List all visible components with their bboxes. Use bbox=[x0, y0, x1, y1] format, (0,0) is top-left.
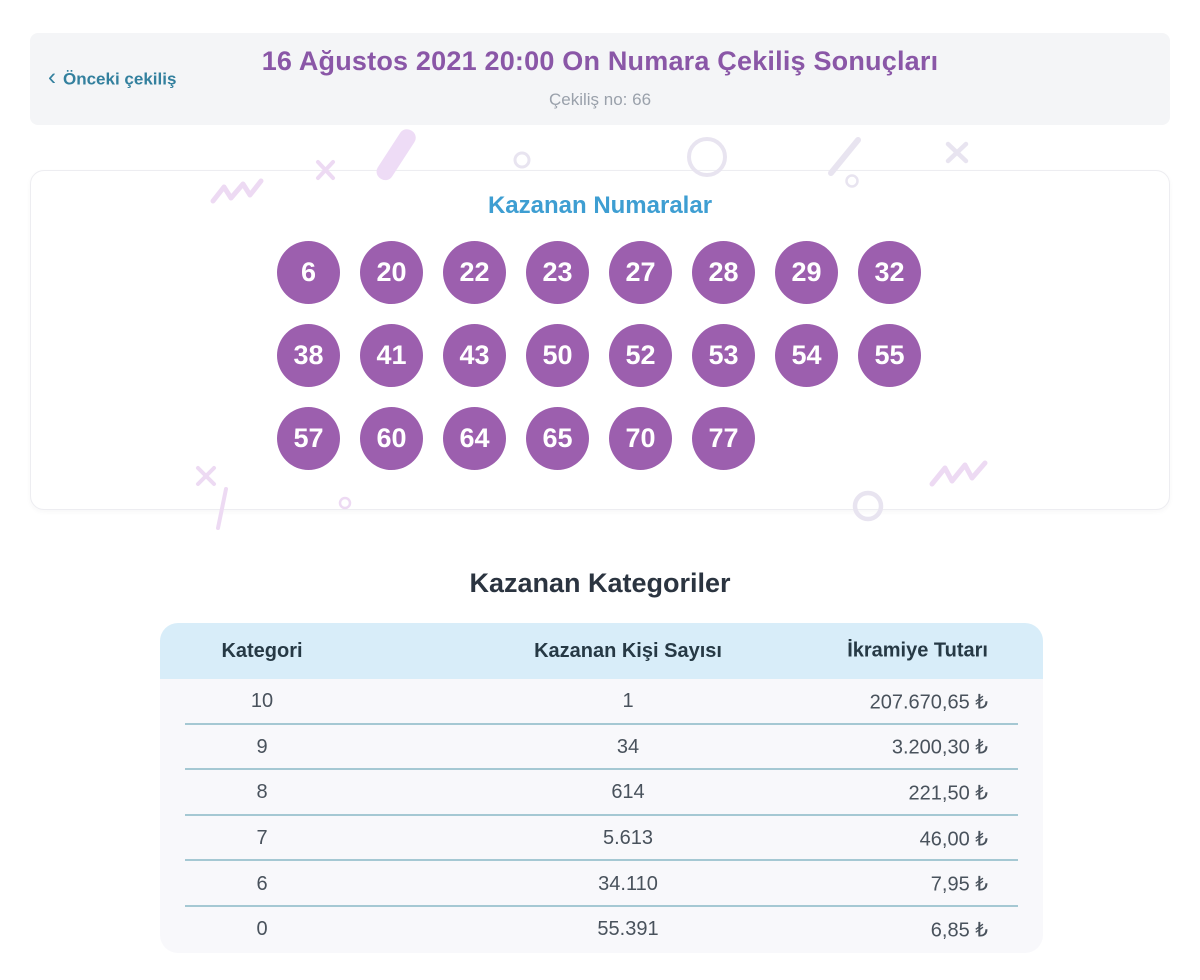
number-ball: 57 bbox=[277, 407, 340, 470]
number-ball: 22 bbox=[443, 241, 506, 304]
results-header-card bbox=[30, 33, 1170, 125]
winning-numbers-title: Kazanan Numaralar bbox=[487, 192, 713, 219]
categories-table-body bbox=[160, 679, 1043, 953]
categories-table-header bbox=[160, 623, 1043, 679]
table-row bbox=[160, 816, 1043, 862]
cell-ikramiye: 7,95 ₺ bbox=[930, 873, 988, 896]
cell-ikramiye: 46,00 ₺ bbox=[919, 828, 988, 851]
table-row bbox=[160, 725, 1043, 771]
categories-table bbox=[160, 623, 1043, 953]
number-ball: 6 bbox=[277, 241, 340, 304]
cell-ikramiye: 221,50 ₺ bbox=[908, 782, 988, 805]
cell-kategori: 9 bbox=[256, 735, 268, 758]
column-header-ikramiye: İkramiye Tutarı bbox=[847, 639, 988, 662]
number-ball: 38 bbox=[277, 324, 340, 387]
cell-ikramiye: 6,85 ₺ bbox=[930, 919, 988, 942]
cell-ikramiye: 207.670,65 ₺ bbox=[869, 691, 988, 714]
cell-ikramiye: 3.200,30 ₺ bbox=[891, 736, 988, 759]
circle-outline-icon bbox=[515, 153, 529, 167]
cell-kisi-sayisi: 1 bbox=[622, 690, 634, 713]
winning-numbers-grid bbox=[277, 241, 923, 470]
cell-kisi-sayisi: 34 bbox=[616, 735, 640, 758]
cell-kategori: 10 bbox=[250, 690, 274, 713]
cell-kisi-sayisi: 614 bbox=[611, 781, 645, 804]
number-ball: 29 bbox=[775, 241, 838, 304]
number-ball: 32 bbox=[858, 241, 921, 304]
number-ball: 28 bbox=[692, 241, 755, 304]
cell-kategori: 7 bbox=[256, 827, 268, 850]
table-row bbox=[160, 907, 1043, 953]
number-ball: 27 bbox=[609, 241, 672, 304]
draw-number-label: Çekiliş no: 66 bbox=[548, 90, 652, 109]
number-ball: 50 bbox=[526, 324, 589, 387]
star-icon bbox=[948, 144, 966, 161]
cell-kisi-sayisi: 5.613 bbox=[602, 827, 654, 850]
table-row bbox=[160, 770, 1043, 816]
number-ball: 20 bbox=[360, 241, 423, 304]
column-header-kategori: Kategori bbox=[221, 639, 303, 662]
table-row bbox=[160, 861, 1043, 907]
table-row bbox=[160, 679, 1043, 725]
number-ball: 60 bbox=[360, 407, 423, 470]
winning-numbers-card bbox=[30, 170, 1170, 510]
number-ball: 41 bbox=[360, 324, 423, 387]
number-ball: 64 bbox=[443, 407, 506, 470]
number-ball: 55 bbox=[858, 324, 921, 387]
slash-icon bbox=[831, 140, 858, 173]
page-title: 16 Ağustos 2021 20:00 On Numara Çekiliş Sonuçları bbox=[261, 46, 939, 76]
column-header-kisi-sayisi: Kazanan Kişi Sayısı bbox=[534, 639, 722, 662]
number-ball: 77 bbox=[692, 407, 755, 470]
number-ball: 70 bbox=[609, 407, 672, 470]
chevron-left-icon: ‹ bbox=[48, 63, 56, 91]
categories-title: Kazanan Kategoriler bbox=[469, 568, 731, 598]
number-ball: 52 bbox=[609, 324, 672, 387]
cell-kategori: 6 bbox=[256, 872, 268, 895]
previous-draw-label: Önceki çekiliş bbox=[63, 69, 177, 88]
cell-kisi-sayisi: 34.110 bbox=[598, 872, 658, 895]
cell-kategori: 0 bbox=[256, 918, 268, 941]
number-ball: 65 bbox=[526, 407, 589, 470]
number-ball: 43 bbox=[443, 324, 506, 387]
cell-kategori: 8 bbox=[256, 781, 268, 804]
cell-kisi-sayisi: 55.391 bbox=[597, 918, 659, 941]
number-ball: 54 bbox=[775, 324, 838, 387]
number-ball: 23 bbox=[526, 241, 589, 304]
number-ball: 53 bbox=[692, 324, 755, 387]
